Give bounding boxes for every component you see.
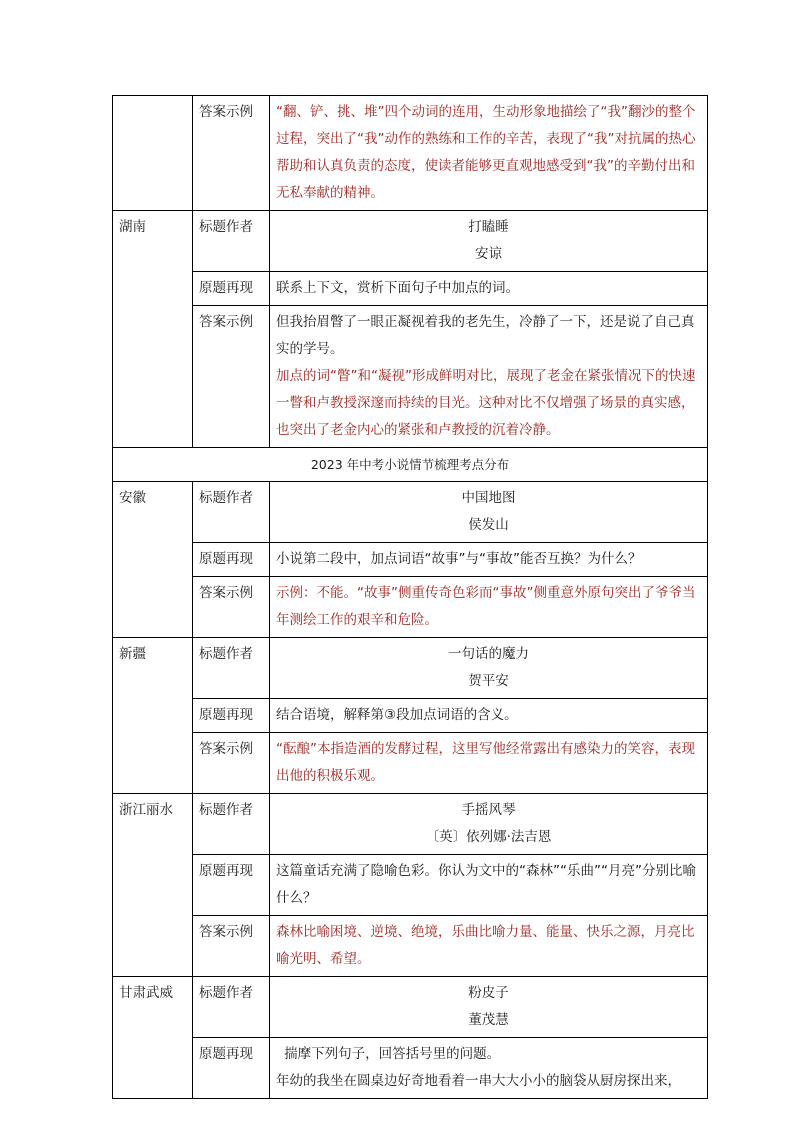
answer-cell xyxy=(270,96,708,211)
table-row xyxy=(113,543,708,577)
region-cell: 浙江丽水 xyxy=(113,794,193,977)
table-row xyxy=(113,699,708,733)
table-row xyxy=(113,733,708,794)
story-author: 侯发山 xyxy=(468,517,509,533)
question-cell: 小说第二段中，加点词语“故事”与“事故”能否互换？为什么？ xyxy=(270,543,708,577)
row-label: 标题作者 xyxy=(193,211,270,272)
table-row xyxy=(113,306,708,448)
table-row xyxy=(113,977,708,1038)
title-author-cell xyxy=(270,794,708,855)
answer-text: “翻、铲、挑、堆”四个动词的连用，生动形象地描绘了“我”翻沙的整个过程，突出了“我”动作的熟练和工作的辛苦，表现了“我”对抗属的热心帮助和认真负责的态度，使读者能够更直观地感受到“我”的辛勤付出和无私奉献的精神。 xyxy=(276,104,696,201)
region-cell xyxy=(113,96,193,211)
table-row xyxy=(113,855,708,916)
table-row xyxy=(113,211,708,272)
row-label: 原题再现 xyxy=(193,1038,270,1099)
question-cell xyxy=(270,1038,708,1099)
table-row xyxy=(113,794,708,855)
story-author: 贺平安 xyxy=(468,673,509,689)
row-label: 答案示例 xyxy=(193,733,270,794)
story-title: 粉皮子 xyxy=(468,985,509,1001)
row-label: 标题作者 xyxy=(193,482,270,543)
exam-analysis-table xyxy=(112,95,708,1099)
region-cell: 新疆 xyxy=(113,638,193,794)
title-author-cell xyxy=(270,211,708,272)
question-cell: 结合语境，解释第③段加点词语的含义。 xyxy=(270,699,708,733)
table-row xyxy=(113,577,708,638)
row-label: 答案示例 xyxy=(193,96,270,211)
table-row xyxy=(113,638,708,699)
section-title: 2023 年中考小说情节梳理考点分布 xyxy=(113,448,708,482)
row-label: 原题再现 xyxy=(193,855,270,916)
row-label: 答案示例 xyxy=(193,306,270,448)
row-label: 原题再现 xyxy=(193,543,270,577)
story-author: 安谅 xyxy=(475,246,502,262)
answer-cell: 森林比喻困境、逆境、绝境，乐曲比喻力量、能量、快乐之源，月亮比喻光明、希望。 xyxy=(270,916,708,977)
row-label: 原题再现 xyxy=(193,699,270,733)
table-row xyxy=(113,916,708,977)
story-title: 中国地图 xyxy=(461,490,516,506)
story-author: 董茂慧 xyxy=(468,1012,509,1028)
row-label: 标题作者 xyxy=(193,977,270,1038)
answer-text: 加点的词“瞥”和“凝视”形成鲜明对比，展现了老金在紧张情况下的快速一瞥和卢教授深邃而持续的目光。这种对比不仅增强了场景的真实感，也突出了老金内心的紧张和卢教授的沉着冷静。 xyxy=(276,368,696,438)
quoted-sentence: 但我抬眉瞥了一眼正凝视着我的老先生，冷静了一下，还是说了自己真实的学号。 xyxy=(276,314,695,357)
question-text: 揣摩下列句子，回答括号里的问题。 xyxy=(284,1046,501,1062)
region-cell: 安徽 xyxy=(113,482,193,638)
table-row xyxy=(113,96,708,211)
title-author-cell xyxy=(270,638,708,699)
quoted-sentence: 年幼的我坐在圆桌边好奇地看着一串大大小小的脑袋从厨房探出来， xyxy=(276,1073,681,1089)
section-row xyxy=(113,448,708,482)
story-title: 打瞌睡 xyxy=(468,219,509,235)
question-cell: 这篇童话充满了隐喻色彩。你认为文中的“森林”“乐曲”“月亮”分别比喻什么？ xyxy=(270,855,708,916)
table-row xyxy=(113,272,708,306)
table-row xyxy=(113,482,708,543)
title-author-cell xyxy=(270,977,708,1038)
story-author: 〔英〕依列娜·法吉恩 xyxy=(425,829,552,845)
region-cell: 湖南 xyxy=(113,211,193,448)
answer-cell: 示例：不能。“故事”侧重传奇色彩而“事故”侧重意外原句突出了爷爷当年测绘工作的艰辛和危险。 xyxy=(270,577,708,638)
row-label: 答案示例 xyxy=(193,577,270,638)
story-title: 一句话的魔力 xyxy=(448,646,529,662)
answer-cell: “酝酿”本指造酒的发酵过程，这里写他经常露出有感染力的笑容，表现出他的积极乐观。 xyxy=(270,733,708,794)
row-label: 答案示例 xyxy=(193,916,270,977)
row-label: 标题作者 xyxy=(193,794,270,855)
story-title: 手摇风琴 xyxy=(461,802,516,818)
answer-cell xyxy=(270,306,708,448)
table-row xyxy=(113,1038,708,1099)
question-cell: 联系上下文，赏析下面句子中加点的词。 xyxy=(270,272,708,306)
title-author-cell xyxy=(270,482,708,543)
region-cell: 甘肃武威 xyxy=(113,977,193,1099)
row-label: 标题作者 xyxy=(193,638,270,699)
row-label: 原题再现 xyxy=(193,272,270,306)
